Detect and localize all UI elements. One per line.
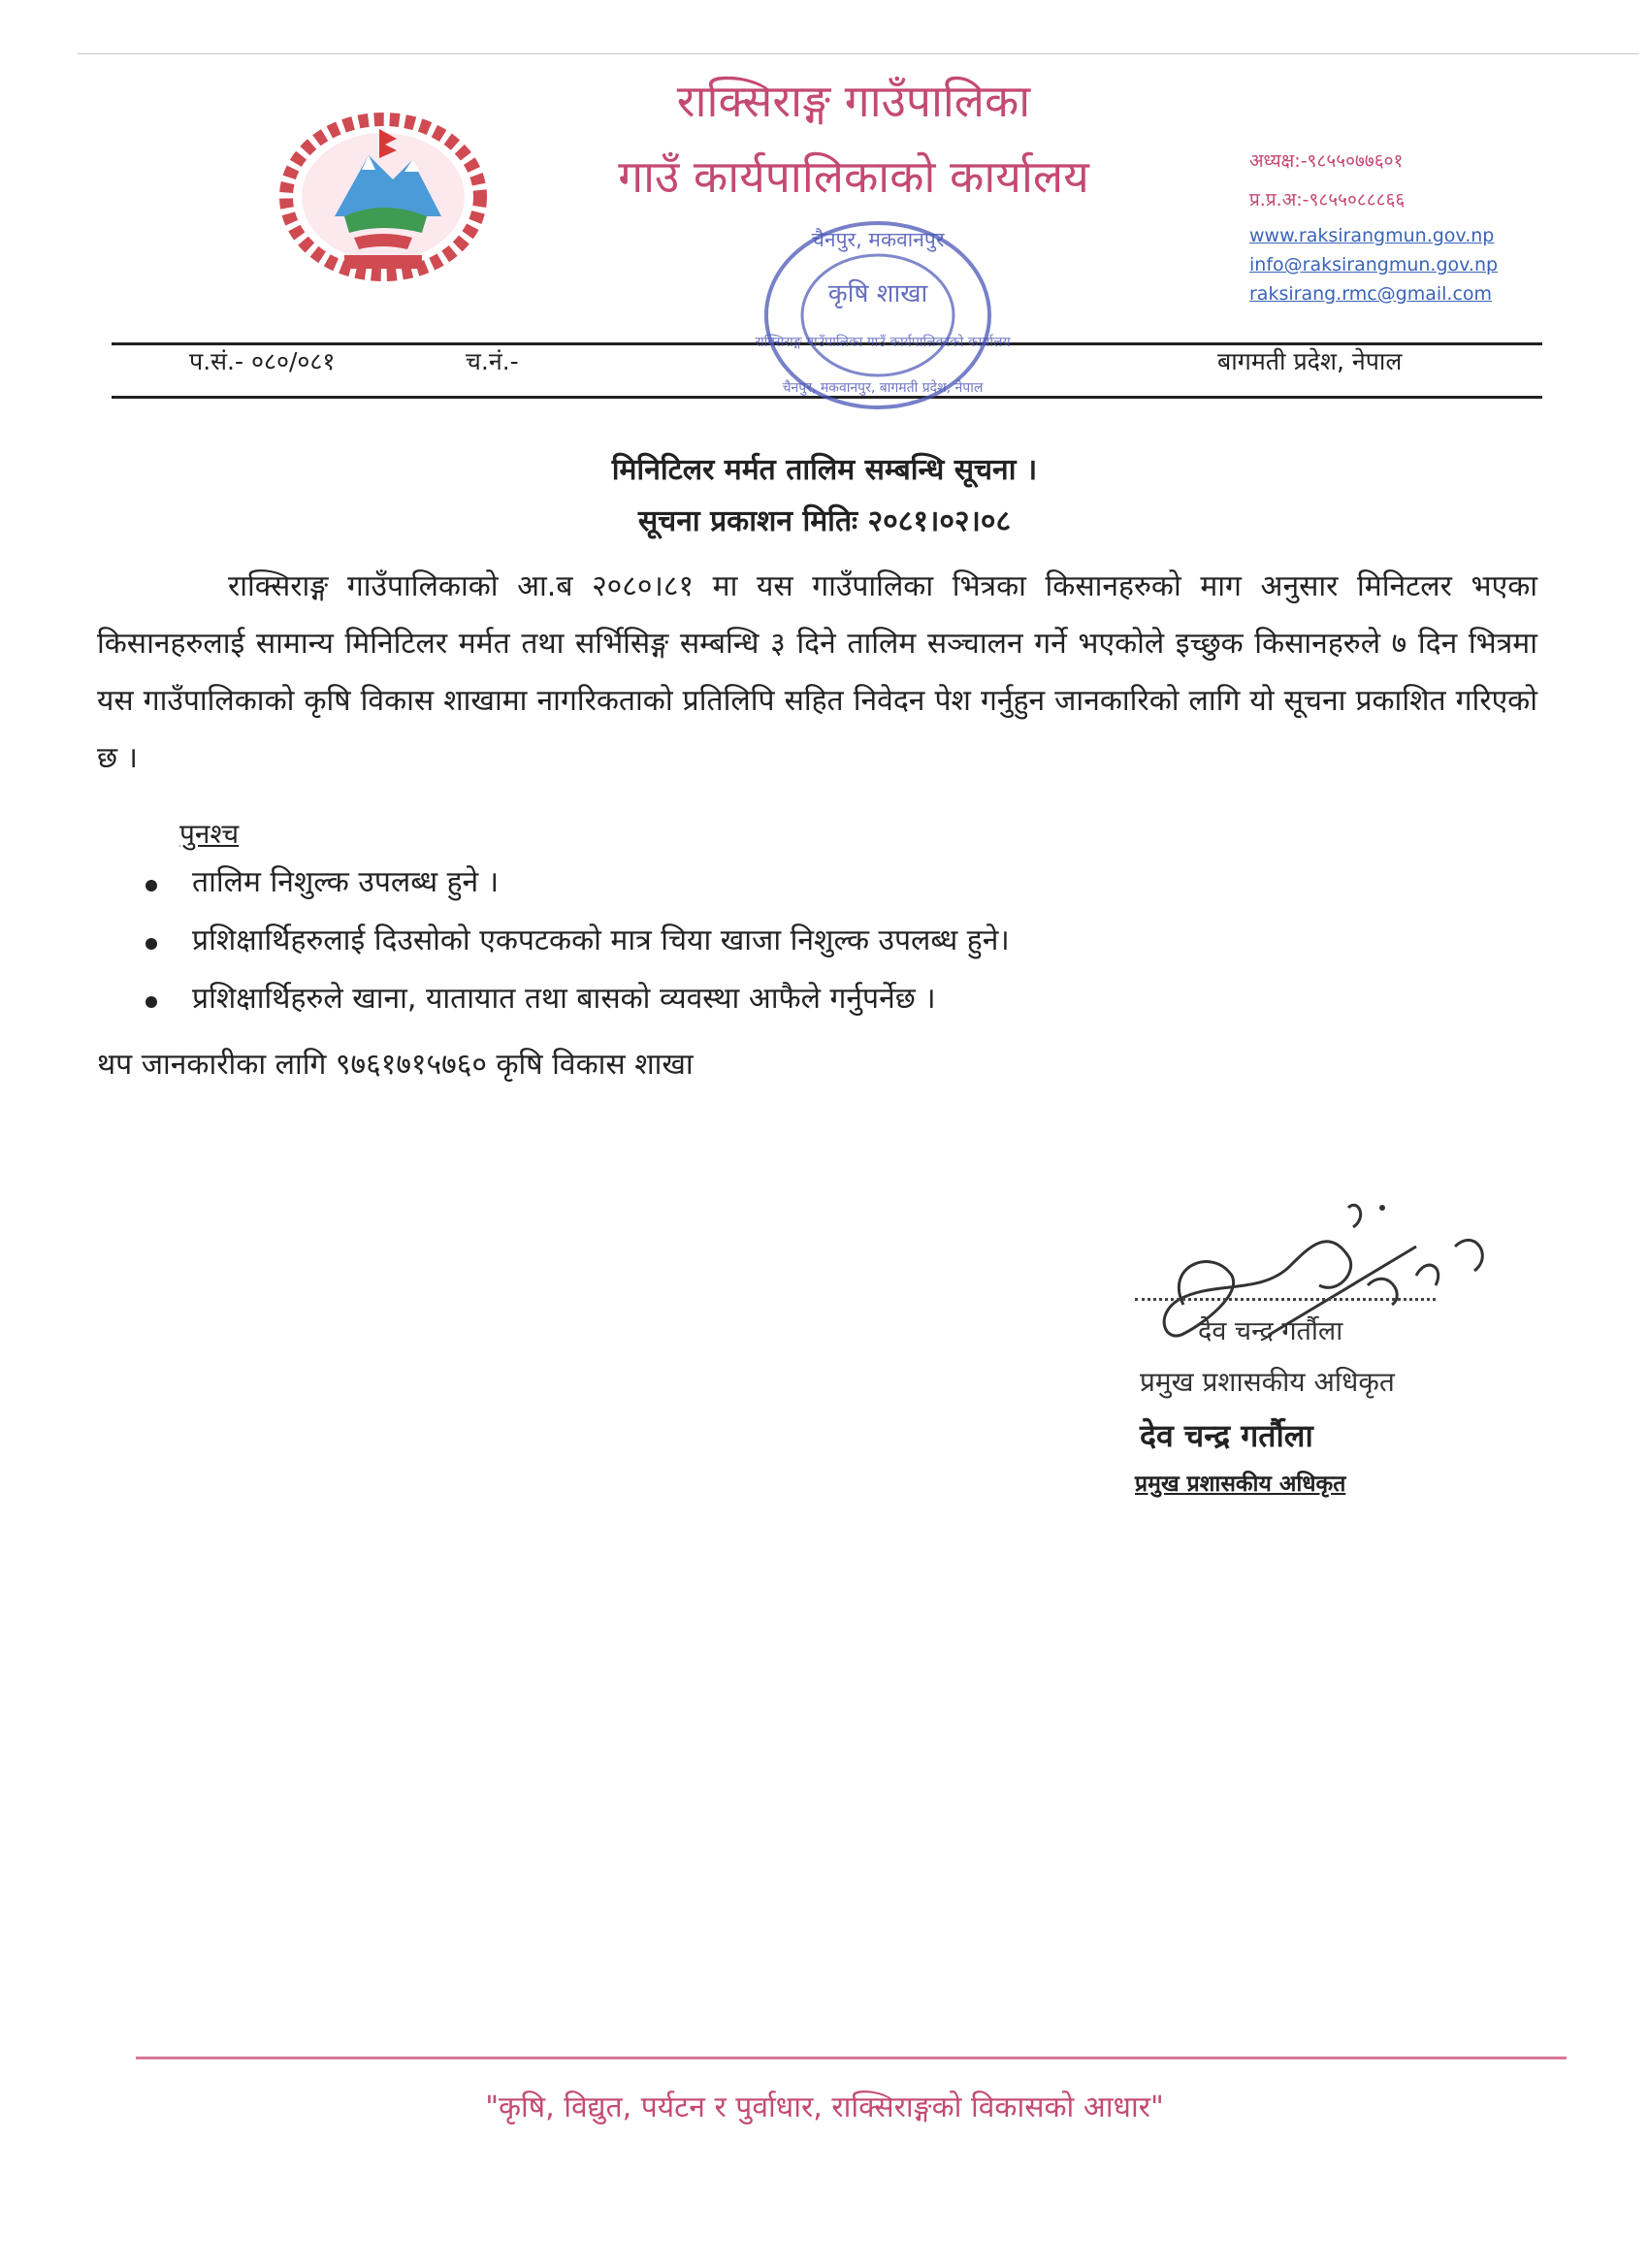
footer-motto: "कृषि, विद्युत, पर्यटन र पुर्वाधार, राक्सिराङ्गको विकासको आधार" xyxy=(485,2090,1164,2124)
info-email-link[interactable]: info@raksirangmun.gov.np xyxy=(1249,254,1499,275)
signed-name: देव चन्द्र गर्तौला xyxy=(1198,1316,1343,1346)
gmail-email-link[interactable]: raksirang.rmc@gmail.com xyxy=(1249,283,1493,305)
list-item xyxy=(146,970,1010,1028)
stamp-top-text: चैनपुर, मकवानपुर xyxy=(811,228,945,251)
publish-date: सूचना प्रकाशन मितिः २०८१।०२।०८ xyxy=(637,504,1012,538)
province-location: बागमती प्रदेश, नेपाल xyxy=(1217,347,1403,375)
cao-phone: प्र.प्र.अ:-९८५५०८८८६६ xyxy=(1249,189,1406,211)
chairperson-phone: अध्यक्ष:-९८५५०७७६०१ xyxy=(1249,150,1404,172)
postscript-list xyxy=(146,854,1010,1028)
list-item xyxy=(146,854,1010,912)
notice-body: राक्सिराङ्ग गाउँपालिकाको आ.ब २०८०।८१ मा यस गाउँपालिका भित्रका किसानहरुको माग अनुसार मिनिटलर भएका किसानहरुलाई सामान्य मिनिटिलर मर्मत तथा सर्भिसिङ्ग सम्बन्धि ३ दिने तालिम सञ्चालन गर्ने भएकोले इच्छुक किसानहरुले ७ दिन भित्रमा यस गाउँपालिकाको कृषि विकास शाखामा नागरिकताको प्रतिलिपि सहित निवेदन पेश गर्नुहुन जानकारिको लागि यो सूचना प्रकाशित गरिएको छ । xyxy=(97,569,1537,775)
stamp-middle-text: कृषि शाखा xyxy=(827,279,928,308)
list-item xyxy=(146,912,1010,970)
bullet-icon xyxy=(146,938,157,950)
page-top-rule xyxy=(78,53,1639,54)
bullet-icon xyxy=(146,996,157,1008)
postscript-item-text: प्रशिक्षार्थिहरुलाई दिउसोको एकपटकको मात्र चिया खाजा निशुल्क उपलब्ध हुने। xyxy=(192,923,1010,957)
municipality-title: राक्सिराङ्ग गाउँपालिका xyxy=(676,75,1031,127)
notice-subject: मिनिटिलर मर्मत तालिम सम्बन्धि सूचना । xyxy=(611,453,1038,487)
dispatch-number: च.नं.- xyxy=(466,347,519,375)
government-emblem-icon xyxy=(276,102,490,286)
stamp-bottom-text: चैनपुर, मकवानपुर, बागमती प्रदेश, नेपाल xyxy=(782,380,984,396)
postscript-item-text: प्रशिक्षार्थिहरुले खाना, यातायात तथा बासको व्यवस्था आफैले गर्नुपर्नेछ । xyxy=(192,982,936,1016)
office-stamp xyxy=(742,209,1023,446)
signatory-designation: प्रमुख प्रशासकीय अधिकृत xyxy=(1140,1366,1395,1398)
further-info-line: थप जानकारीका लागि ९७६१७१५७६० कृषि विकास शाखा xyxy=(97,1048,694,1082)
stamped-designation: प्रमुख प्रशासकीय अधिकृत xyxy=(1135,1472,1346,1497)
office-subtitle: गाउँ कार्यपालिकाको कार्यालय xyxy=(618,150,1089,203)
stamp-ring-text: राक्सिराङ्ग गाउँपालिका गाउँ कार्यपालिकाको कार्यालय xyxy=(755,335,1011,350)
postscript-item-text: तालिम निशुल्क उपलब्ध हुने । xyxy=(192,865,500,899)
postscript-heading: पुनश्च xyxy=(179,818,240,850)
bullet-icon xyxy=(146,880,157,891)
website-link[interactable]: www.raksirangmun.gov.np xyxy=(1249,225,1495,246)
stamped-name: देव चन्द्र गर्तौला xyxy=(1140,1417,1313,1454)
letter-reference-number: प.सं.- ०८०/०८१ xyxy=(189,347,336,375)
footer-rule xyxy=(136,2057,1567,2059)
signature-dotted-line xyxy=(1135,1298,1436,1301)
